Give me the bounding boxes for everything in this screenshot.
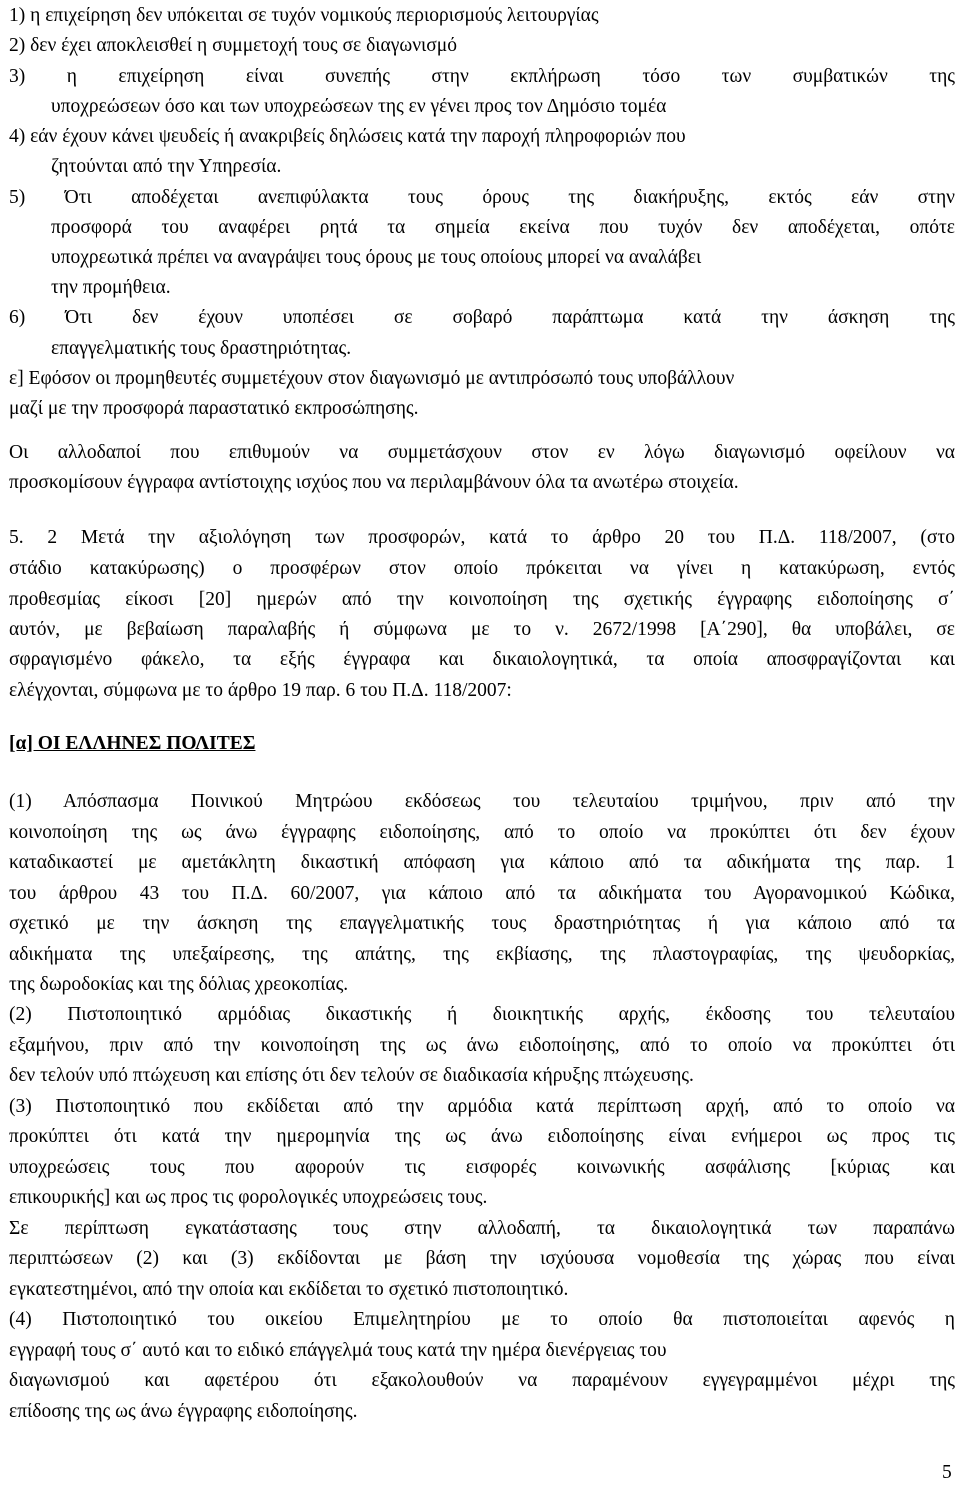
text-line: μαζί με την προσφορά παραστατικό εκπροσώπησης.	[9, 398, 419, 419]
text-line: 6) Ότι δεν έχουν υποπέσει σε σοβαρό παράπτωμα κατά την άσκηση της	[9, 307, 955, 328]
text-line: Οι αλλοδαποί που επιθυμούν να συμμετάσχουν στον εν λόγω διαγωνισμό οφείλουν να	[9, 442, 955, 463]
text-line: 5. 2 Μετά την αξιολόγηση των προσφορών, κατά το άρθρο 20 του Π.Δ. 118/2007, (στο	[9, 527, 955, 548]
text-line: προσφορά του αναφέρει ρητά τα σημεία εκείνα που τυχόν δεν αποδέχεται, οπότε	[51, 217, 955, 238]
text-line: ελέγχονται, σύμφωνα με το άρθρο 19 παρ. 6 του Π.Δ. 118/2007:	[9, 680, 512, 701]
text-line: εξαμήνου, πριν από την κοινοποίηση της ως άνω ειδοποίησης, από το οποίο να προκύπτει ότι	[9, 1035, 955, 1056]
text-line: κοινοποίηση της ως άνω έγγραφης ειδοποίησης, από το οποίο να προκύπτει ότι δεν έχουν	[9, 822, 955, 843]
text-line: προσκομίσουν έγγραφα αντίστοιχης ισχύος που να περιλαμβάνουν όλα τα ανωτέρω στοιχεία.	[9, 472, 739, 493]
text-line: 3) η επιχείρηση είναι συνεπής στην εκπλήρωση τόσο των συμβατικών της	[9, 66, 955, 87]
text-line: του άρθρου 43 του Π.Δ. 60/2007, για κάποιο από τα αδικήματα του Αγορανομικού Κώδικα,	[9, 883, 955, 904]
text-line: προθεσμίας είκοσι [20] ημερών από την κοινοποίηση της σχετικής έγγραφης ειδοποίησης σ΄	[9, 589, 955, 610]
section-heading: [α] ΟΙ ΕΛΛΗΝΕΣ ΠΟΛΙΤΕΣ	[9, 733, 256, 754]
text-line: της δωροδοκίας και της δόλιας χρεοκοπίας.	[9, 974, 349, 995]
text-line: σχετικό με την άσκηση της επαγγελματικής τους δραστηριότητας ή για κάποιο από τα	[9, 913, 955, 934]
text-line: καταδικαστεί με αμετάκλητη δικαστική απόφαση για κάποιο από τα αδικήματα της παρ. 1	[9, 852, 955, 873]
text-line: 5) Ότι αποδέχεται ανεπιφύλακτα τους όρους της διακήρυξης, εκτός εάν στην	[9, 187, 955, 208]
text-line: αδικήματα της υπεξαίρεσης, της απάτης, της εκβίασης, της πλαστογραφίας, της ψευδορκίας,	[9, 944, 955, 965]
text-line: (4) Πιστοποιητικό του οικείου Επιμελητηρίου με το οποίο θα πιστοποιείται αφενός η	[9, 1309, 955, 1330]
text-line: διαγωνισμού και αφετέρου ότι εξακολουθούν να παραμένουν εγγεγραμμένοι μέχρι της	[9, 1370, 955, 1391]
text-line: επαγγελματικής τους δραστηριότητας.	[51, 338, 352, 359]
text-line: υποχρεωτικά πρέπει να αναγράψει τους όρους με τους οποίους μπορεί να αναλάβει	[51, 247, 702, 268]
text-line: δεν τελούν υπό πτώχευση και επίσης ότι δεν τελούν σε διαδικασία κήρυξης πτώχευσης.	[9, 1065, 694, 1086]
text-line: επίδοσης της ως άνω έγγραφης ειδοποίησης.	[9, 1401, 358, 1422]
text-line: (2) Πιστοποιητικό αρμόδιας δικαστικής ή διοικητικής αρχής, έκδοσης του τελευταίου	[9, 1004, 955, 1025]
text-line: υποχρεώσεων όσο και των υποχρεώσεων της εν γένει προς τον Δημόσιο τομέα	[51, 96, 667, 117]
text-line: επικουρικής] και ως προς τις φορολογικές υποχρεώσεις τους.	[9, 1187, 488, 1208]
text-line: (3) Πιστοποιητικό που εκδίδεται από την αρμόδια κατά περίπτωση αρχή, από το οποίο να	[9, 1096, 955, 1117]
text-line: υποχρεώσεις τους που αφορούν τις εισφορές κοινωνικής ασφάλισης [κύριας και	[9, 1157, 955, 1178]
text-line: Σε περίπτωση εγκατάστασης τους στην αλλοδαπή, τα δικαιολογητικά των παραπάνω	[9, 1218, 955, 1239]
text-line: εγκατεστημένοι, από την οποία και εκδίδεται το σχετικό πιστοποιητικό.	[9, 1279, 569, 1300]
text-line: προκύπτει ότι κατά την ημερομηνία της ως άνω ειδοποίησης είναι ενήμεροι ως προς τις	[9, 1126, 955, 1147]
text-line: ε] Εφόσον οι προμηθευτές συμμετέχουν στον διαγωνισμό με αντιπρόσωπό τους υποβάλλουν	[9, 368, 735, 389]
text-line: (1) Απόσπασμα Ποινικού Μητρώου εκδόσεως του τελευταίου τριμήνου, πριν από την	[9, 791, 955, 812]
text-line: ζητούνται από την Υπηρεσία.	[51, 156, 282, 177]
text-line: αυτόν, με βεβαίωση παραλαβής ή σύμφωνα με το ν. 2672/1998 [Α΄290], θα υποβάλει, σε	[9, 619, 955, 640]
text-line: την προμήθεια.	[51, 277, 171, 298]
page-number: 5	[942, 1462, 952, 1483]
text-line: 4) εάν έχουν κάνει ψευδείς ή ανακριβείς δηλώσεις κατά την παροχή πληροφοριών που	[9, 126, 686, 147]
text-line: στάδιο κατακύρωσης) ο προσφέρων στον οποίο πρόκειται να γίνει η κατακύρωση, εντός	[9, 558, 955, 579]
text-line: 1) η επιχείρηση δεν υπόκειται σε τυχόν νομικούς περιορισμούς λειτουργίας	[9, 5, 599, 26]
text-line: εγγραφή τους σ΄ αυτό και το ειδικό επάγγελμά τους κατά την ημέρα διενέργειας του	[9, 1340, 667, 1361]
text-line: σφραγισμένο φάκελο, τα εξής έγγραφα και δικαιολογητικά, τα οποία αποσφραγίζονται και	[9, 649, 955, 670]
text-line: περιπτώσεων (2) και (3) εκδίδονται με βάση την ισχύουσα νομοθεσία της χώρας που είναι	[9, 1248, 955, 1269]
text-line: 2) δεν έχει αποκλεισθεί η συμμετοχή τους σε διαγωνισμό	[9, 35, 457, 56]
